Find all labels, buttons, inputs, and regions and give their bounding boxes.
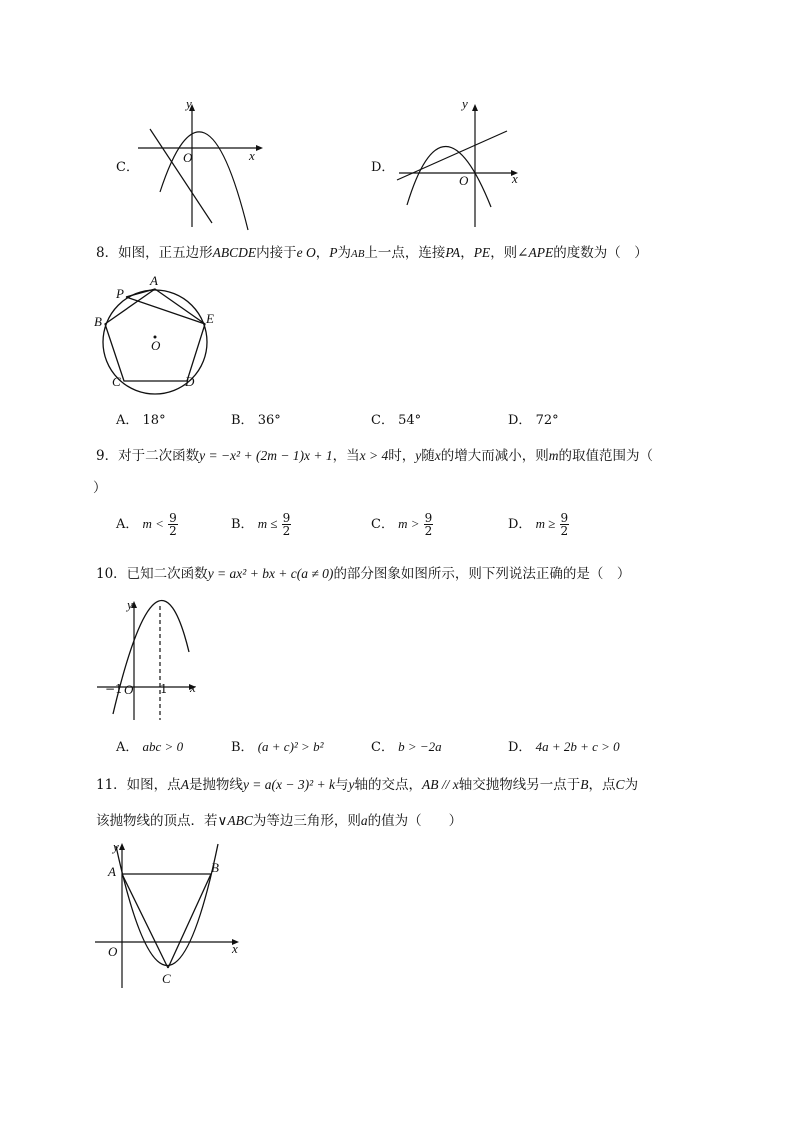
q8-fig-label-o: O (151, 338, 161, 353)
q7c-y-label: y (186, 96, 192, 111)
q7-graph-c (130, 95, 270, 235)
q11-fig-label-b: B (211, 860, 219, 875)
q8-circle: e O (296, 245, 316, 260)
q8-arc: AB (350, 248, 365, 260)
q9-cond: x > 4 (359, 448, 389, 463)
q7d-origin-label: O (459, 173, 469, 188)
q8-fig-label-e: E (206, 311, 214, 326)
q11-fig-label-x: x (232, 941, 238, 956)
q8-option-c: C． 54° (371, 413, 422, 428)
q9-stem-close: ） (93, 480, 107, 496)
q8-angle: APE (528, 245, 554, 260)
q8-option-b: B． 36° (231, 413, 281, 428)
q10-fig-label-neg1: −1 (105, 682, 123, 696)
q11-func: y = a(x − 3)² + k (242, 777, 336, 792)
q10-fig-label-one: 1 (160, 682, 168, 696)
q8-fig-label-p: P (116, 286, 124, 301)
q8-comma1: ， (315, 245, 330, 261)
q11-fig-label-c: C (162, 971, 171, 986)
q8-end2: 的度数为（ ） (553, 245, 648, 261)
q9-option-a: A． m < $\frac{9}{2}$ (116, 511, 177, 538)
q8-stem (96, 241, 648, 261)
q8-inscribed: 内接于 (256, 245, 297, 261)
q8-end1: ，则∠ (490, 245, 529, 261)
q11-stem-line1: 11．如图，点A是抛物线y = a(x − 3)² + k与y轴的交点，AB // x轴交抛物线另一点于B，点C为 (96, 777, 639, 793)
q10-figure (95, 596, 205, 721)
q8-option-a: A． 18° (116, 413, 166, 428)
q8-fig-label-c: C (112, 374, 121, 389)
q8-fig-label-a: A (150, 273, 158, 288)
q8-fig-label-d: D (185, 374, 195, 389)
q7-option-d-label: D． (371, 160, 395, 175)
q11-stem-line2: 该抛物线的顶点．若∨ABC为等边三角形，则a的值为（ ） (96, 813, 463, 829)
q10-stem: 10．已知二次函数y = ax² + bx + c(a ≠ 0)的部分图象如图所示，则下列说法正确的是（ ） (96, 566, 631, 582)
q10-option-a: A． abc > 0 (116, 739, 184, 755)
q8-on-arc: 为 (337, 245, 351, 261)
q7d-x-label: x (512, 171, 518, 186)
q10-fig-label-y: y (127, 597, 133, 612)
q8-sep: ， (460, 245, 474, 261)
q8-pa: PA (445, 245, 461, 260)
q8-pentagon: ABCDE (212, 245, 257, 260)
q7c-x-label: x (249, 148, 255, 163)
q7-option-c-label: C． (116, 160, 139, 175)
q9-func: y = −x² + (2m − 1)x + 1 (199, 448, 333, 463)
q10-func: y = ax² + bx + c(a ≠ 0) (207, 566, 334, 581)
q11-fig-label-o: O (108, 944, 118, 959)
q8-option-d: D． 72° (508, 413, 559, 428)
q11-fig-label-y: y (113, 839, 119, 854)
q8-pe: PE (473, 245, 491, 260)
q11-fig-label-a: A (108, 864, 116, 879)
q10-fig-label-x: x (190, 680, 196, 695)
q8-fig-label-b: B (94, 314, 102, 329)
q7-graph-d (395, 95, 530, 235)
q11-figure (92, 840, 247, 990)
q9-option-b: B． m ≤ $\frac{9}{2}$ (231, 511, 291, 538)
q8-mid: 上一点，连接 (364, 245, 446, 261)
q10-option-b: B． (a + c)² > b² (231, 739, 324, 755)
q8-prefix: 8．如图，正五边形 (96, 245, 213, 261)
q7d-y-label: y (462, 96, 468, 111)
q8-point-p: P (329, 245, 338, 260)
q10-fig-label-origin: O (124, 682, 134, 697)
q9-option-c: C． m > $\frac{9}{2}$ (371, 511, 433, 538)
q9-option-d: D． m ≥ $\frac{9}{2}$ (508, 511, 569, 538)
q10-option-c: C． b > −2a (371, 739, 442, 755)
q7c-origin-label: O (183, 150, 193, 165)
q10-option-d: D． 4a + 2b + c > 0 (508, 739, 620, 755)
q9-stem: 9．对于二次函数y = −x² + (2m − 1)x + 1，当x > 4时，y随x的增大而减小，则m的取值范围为（ (96, 448, 654, 464)
